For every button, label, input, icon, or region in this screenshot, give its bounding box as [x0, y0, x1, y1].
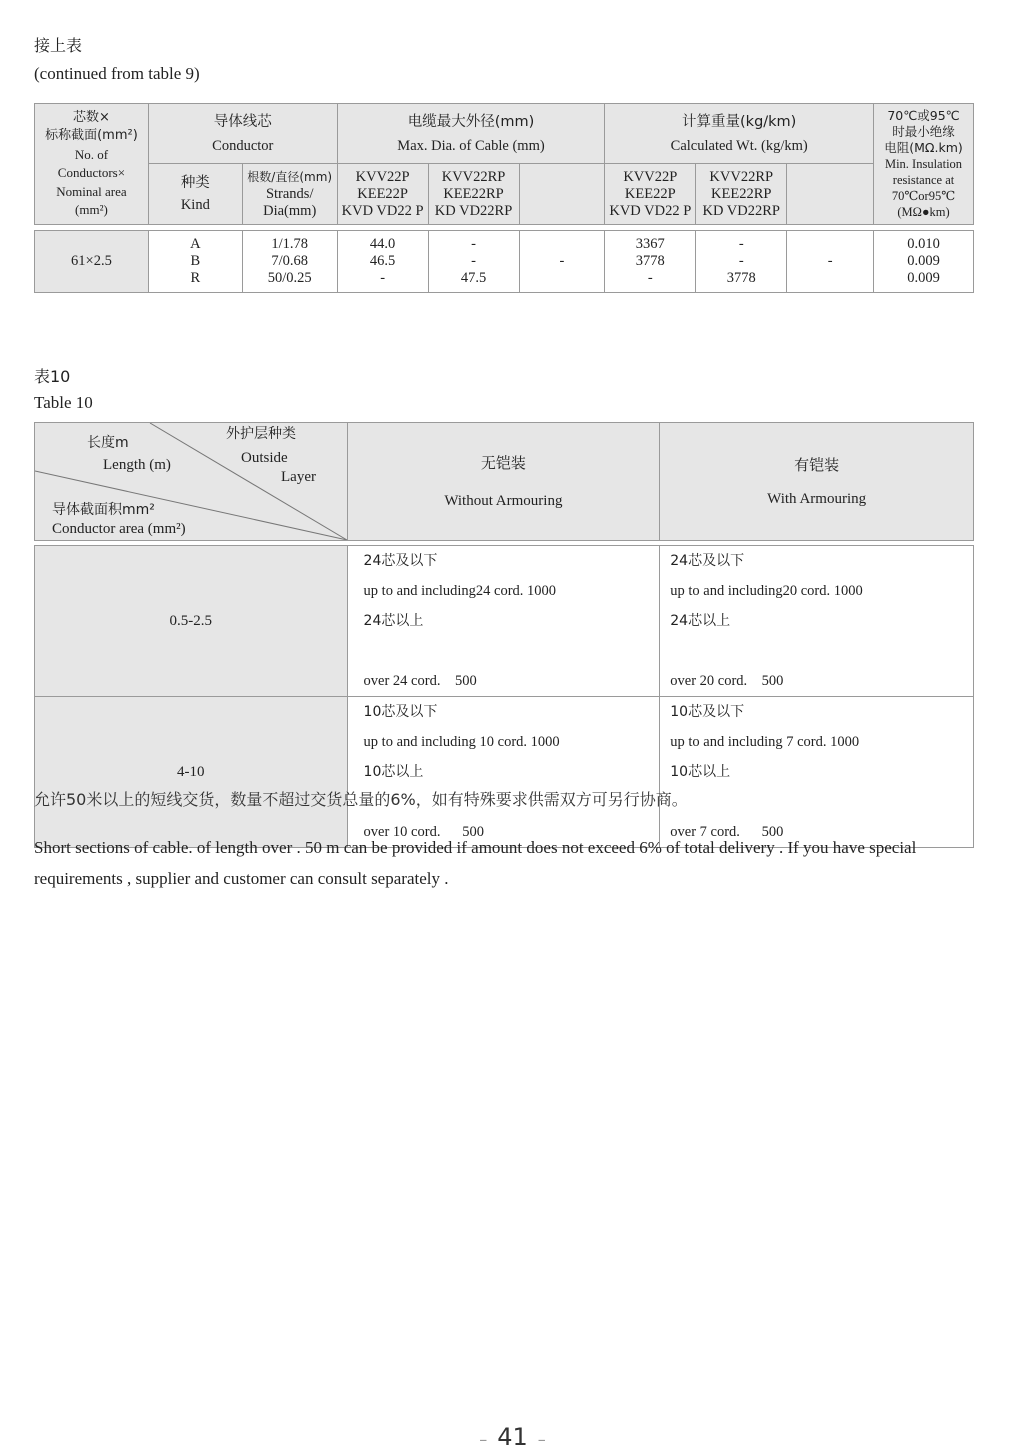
cell-dia-p: 44.0 46.5 - [337, 231, 428, 293]
note-en: Short sections of cable. of length over . 50 m can be provided if amount does not exceed 6% of total delivery . If you have special requirements , supplier and customer can consult separately . [34, 838, 917, 888]
header-insulation: 70℃或95℃ 时最小绝缘 电阻(MΩ.km) Min. Insulation resistance at 70℃or95℃ (MΩ●km) [874, 104, 974, 225]
corner-outside-en2: Layer [281, 469, 316, 485]
cell-wt-p: 3367 3778 - [605, 231, 696, 293]
header-wt-type-p: KVV22P KEE22P KVD VD22 P [605, 164, 696, 225]
page-number-footer: – 41 – [479, 1423, 546, 1451]
table10-title-en: Table 10 [34, 393, 93, 412]
table10-title-zh: 表10 [34, 367, 71, 386]
page-number: 41 [497, 1423, 528, 1451]
header-dia-type-rp: KVV22RP KEE22RP KD VD22RP [428, 164, 519, 225]
cell-without-armouring: 24芯及以下 up to and including24 cord. 1000 24芯以上 over 24 cord. 500 [347, 546, 660, 697]
header-wt-blank [787, 164, 874, 225]
header-wt-type-rp: KVV22RP KEE22RP KD VD22RP [696, 164, 787, 225]
cell-with-armouring: 10芯及以下 up to and including 7 cord. 1000 10芯以上 over 7 cord. 500 [660, 697, 974, 848]
corner-outside-zh: 外护层种类 [226, 426, 296, 442]
corner-outside-en1: Outside [241, 450, 288, 466]
header-with-armouring: 有铠装 With Armouring [660, 423, 974, 541]
header-calc-wt: 计算重量(kg/km) Calculated Wt. (kg/km) [605, 104, 874, 164]
table10-corner-header [35, 423, 348, 541]
cell-kind: A B R [148, 231, 242, 293]
cell-strands: 1/1.78 7/0.68 50/0.25 [242, 231, 337, 293]
row-range: 0.5-2.5 [35, 546, 348, 697]
table-row [35, 231, 974, 293]
cell-size: 61×2.5 [35, 231, 149, 293]
table-9-continued [34, 103, 974, 293]
header-dia-blank [519, 164, 605, 225]
corner-length-en: Length (m) [103, 457, 171, 473]
row-range: 4-10 [35, 697, 348, 848]
table-row [35, 697, 974, 848]
continued-title-en: (continued from table 9) [34, 64, 200, 83]
cell-wt-rp: - - 3778 [696, 231, 787, 293]
cell-dia-blank: - [519, 231, 605, 293]
header-dia-type-p: KVV22P KEE22P KVD VD22 P [337, 164, 428, 225]
table-row [35, 546, 974, 697]
header-conductors-area: 芯数× 标称截面(mm²) No. of Conductors× Nominal area (mm²) [35, 104, 149, 225]
header-kind: 种类 Kind [148, 164, 242, 225]
table-10 [34, 422, 974, 848]
cell-with-armouring: 24芯及以下 up to and including20 cord. 1000 24芯以上 over 20 cord. 500 [660, 546, 974, 697]
cell-without-armouring: 10芯及以下 up to and including 10 cord. 1000 10芯以上 over 10 cord. 500 [347, 697, 660, 848]
header-without-armouring: 无铠装 Without Armouring [347, 423, 660, 541]
cell-insulation: 0.010 0.009 0.009 [874, 231, 974, 293]
continued-title-zh: 接上表 [34, 36, 83, 55]
cell-dia-rp: - - 47.5 [428, 231, 519, 293]
cell-wt-blank: - [787, 231, 874, 293]
corner-cond-en: Conductor area (mm²) [52, 521, 186, 537]
header-strands: 根数/直径(mm) Strands/ Dia(mm) [242, 164, 337, 225]
header-max-dia: 电缆最大外径(mm) Max. Dia. of Cable (mm) [337, 104, 605, 164]
note-zh: 允许50米以上的短线交货，数量不超过交货总量的6%，如有特殊要求供需双方可另行协商。 [34, 790, 688, 809]
header-conductor: 导体线芯 Conductor [148, 104, 337, 164]
corner-cond-zh: 导体截面积mm² [52, 502, 155, 518]
corner-length-zh: 长度m [87, 435, 129, 451]
